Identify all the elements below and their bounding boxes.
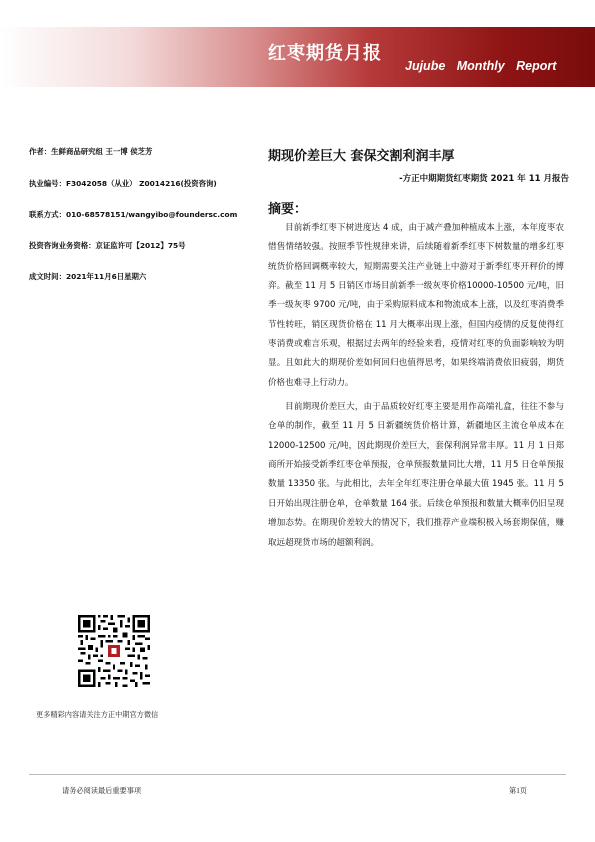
- wechat-qr-code-icon: [78, 615, 150, 687]
- report-type-title-english: Jujube Monthly Report: [405, 59, 557, 73]
- page-number: 第1页: [509, 787, 527, 795]
- contact-line: 联系方式：010-68578151/wangyibo@foundersc.com: [29, 210, 238, 219]
- report-type-title: 红枣期货月报: [268, 43, 382, 64]
- summary-paragraph-2: 目前期现价差巨大，由于品质较好红枣主要是用作高端礼盒，往往不参与仓单的制作，截至 11 月 5 日新疆统货价格计算，新疆地区主流仓单成本在 12000-12500 元/吨，因此期现价差巨大，套保利润异常丰厚。11 月 1 日郑商所开始接受新季红枣仓单预报，仓单预报数量同比大增，11 月5 日仓单预报数量 13350 张。与此相比，去年全年红枣注册仓单最大值 1945 张。11 月 5 日开始出现注册仓单，仓单数量 164 张。后续仓单预报和数量大概率仍旧呈现增加态势。在期现价差较大的情况下，我们推荐产业端积极入场套期保值，赚取远超现货市场的超额利润。: [268, 402, 564, 548]
- qr-code-caption: 更多精彩内容请关注方正中期官方微信: [36, 710, 159, 719]
- footer-disclaimer-note: 请务必阅读最后重要事项: [62, 786, 142, 795]
- license-line: 执业编号：F3042058（从业） Z0014216(投资咨询): [29, 179, 217, 188]
- qualification-line: 投资咨询业务资格：京证监许可【2012】75号: [29, 241, 186, 250]
- footer-divider: [29, 774, 566, 775]
- author-line: 作者：生鲜商品研究组 王一博 侯芝芳: [29, 147, 153, 156]
- report-title: 期现价差巨大 套保交割利润丰厚: [268, 149, 455, 164]
- report-subtitle: -方正中期期货红枣期货 2021 年 11 月报告: [399, 174, 569, 184]
- header-banner: [0, 27, 595, 87]
- summary-body: [268, 219, 564, 558]
- date-line: 成文时间：2021年11月6日星期六: [29, 272, 147, 281]
- summary-paragraph-1: 目前新季红枣下树进度达 4 成，由于减产叠加种植成本上涨，本年度枣农惜售情绪较强。按照季节性规律来讲，后续随着新季红枣下树数量的增多红枣统货价格回调概率较大，短期需要关注产业链上中游对于新季红枣开秤价的博弈。截至 11 月 5 日销区市场目前新季一级灰枣价格10000-10500 元/吨，旧季一级灰枣 9700 元/吨，由于采购原料成本和物流成本上涨，以及红枣消费季节性转旺，销区现货价格在 11 月大概率出现上涨，但国内疫情的反复使得红枣消费或难言乐观，根据过去两年的经验来看，疫情对红枣的负面影响较为明显。且如此大的期现价差如何回归也值得思考，如果终端消费依旧疲弱，期货价格也难寻上行动力。: [268, 223, 564, 388]
- summary-heading: 摘要：: [268, 202, 308, 217]
